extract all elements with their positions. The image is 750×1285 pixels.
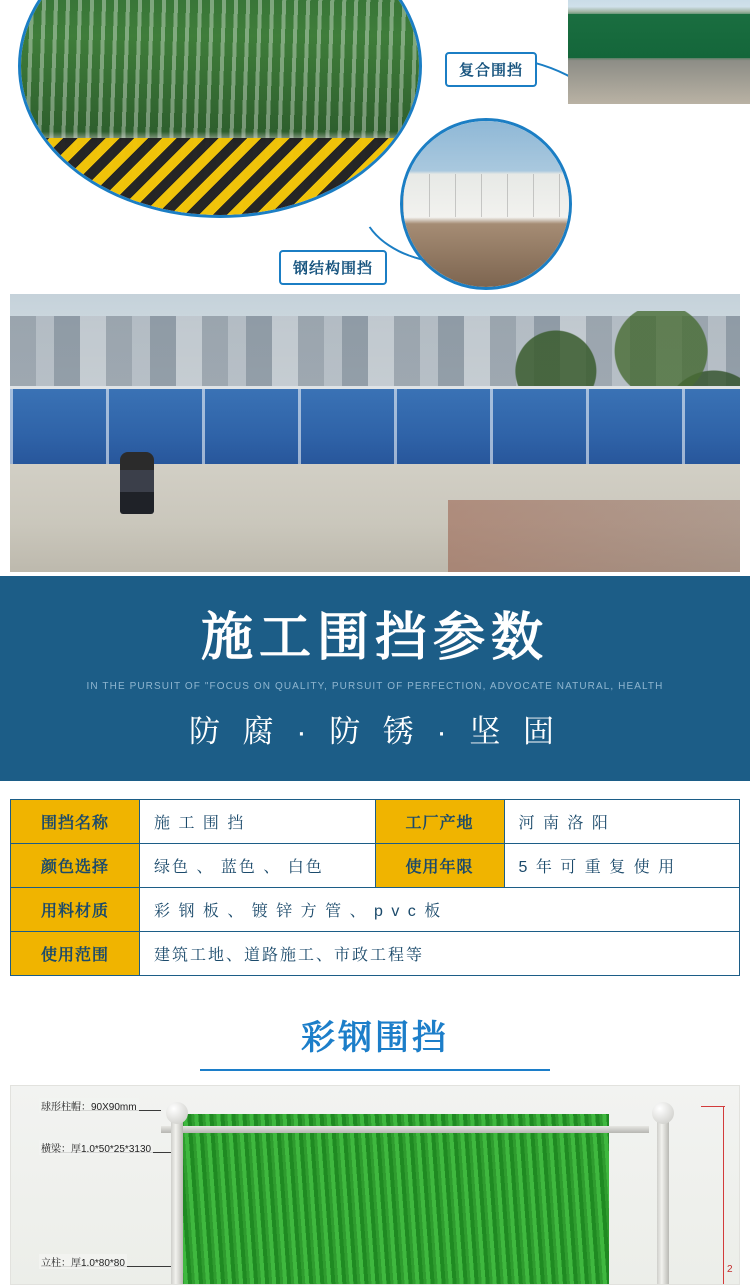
spec-key: 围挡名称 xyxy=(11,800,140,844)
fence-dimension-diagram xyxy=(10,1085,740,1285)
curb-region xyxy=(448,500,740,572)
params-subtitle-cn: 防 腐 · 防 锈 · 坚 固 xyxy=(189,714,561,750)
spec-key: 用料材质 xyxy=(11,888,140,932)
grass-panel xyxy=(181,1114,609,1284)
params-title-block xyxy=(0,576,750,781)
label-right-dimension: 2 xyxy=(727,1264,733,1276)
worker-figure xyxy=(120,452,154,514)
tag-steel-structure-fence: 钢结构围挡 xyxy=(279,250,387,285)
section-title-rule xyxy=(200,1069,550,1071)
spec-key: 使用范围 xyxy=(11,932,140,976)
params-subtitle-en: IN THE PURSUIT OF "FOCUS ON QUALITY, PURSUIT OF PERFECTION, ADVOCATE NATURAL, HEALTH xyxy=(86,681,664,693)
right-dimension-tick-top xyxy=(701,1106,725,1107)
table-row xyxy=(11,888,740,932)
spec-value: 施 工 围 挡 xyxy=(140,800,376,844)
left-post xyxy=(171,1120,183,1284)
right-post xyxy=(657,1120,669,1284)
green-fence-photo xyxy=(568,0,750,104)
steel-structure-fence-photo xyxy=(400,118,572,290)
table-row xyxy=(11,844,740,888)
section-title-text: 彩钢围挡 xyxy=(301,1019,449,1058)
tag-composite-fence: 复合围挡 xyxy=(445,52,537,87)
spec-table-wrapper xyxy=(0,781,750,984)
section-title-block xyxy=(0,1010,750,1071)
label-post: 立柱：厚1.0*80*80 xyxy=(39,1254,127,1269)
spec-table xyxy=(10,799,740,976)
spec-value: 河 南 洛 阳 xyxy=(504,800,740,844)
right-post-cap xyxy=(652,1102,674,1124)
top-photo-collage xyxy=(0,0,750,290)
spec-key: 颜色选择 xyxy=(11,844,140,888)
blue-fence-region xyxy=(10,386,740,467)
top-beam xyxy=(161,1126,649,1133)
label-post-cap: 球形柱帽：90X90mm xyxy=(39,1098,139,1113)
right-dimension-line xyxy=(723,1106,724,1285)
label-beam: 横梁：厚1.0*50*25*3130 xyxy=(39,1140,153,1155)
spec-value: 绿色 、 蓝色 、 白色 xyxy=(140,844,376,888)
spec-value: 5 年 可 重 复 使 用 xyxy=(504,844,740,888)
spec-value: 建筑工地、道路施工、市政工程等 xyxy=(140,932,740,976)
table-row xyxy=(11,800,740,844)
table-row xyxy=(11,932,740,976)
banner-street-fence-photo xyxy=(10,294,740,572)
composite-fence-photo xyxy=(18,0,422,218)
params-title: 施工围挡参数 xyxy=(200,609,549,667)
spec-key: 使用年限 xyxy=(375,844,504,888)
spec-key: 工厂产地 xyxy=(375,800,504,844)
spec-value: 彩 钢 板 、 镀 锌 方 管 、 p v c 板 xyxy=(140,888,740,932)
